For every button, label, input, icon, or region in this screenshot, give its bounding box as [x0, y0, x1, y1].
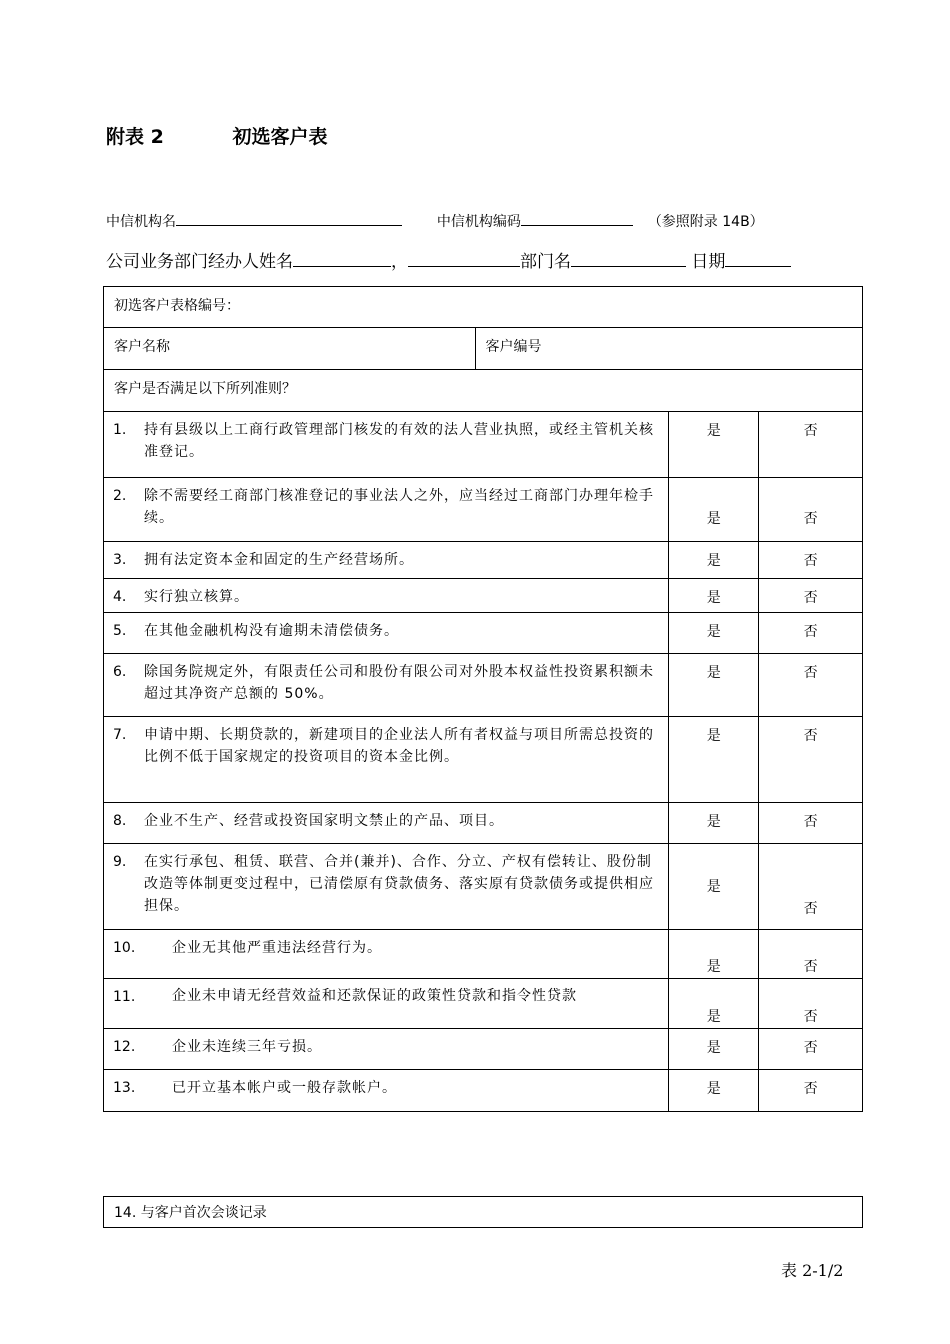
yes-option[interactable]: 是 [669, 478, 759, 542]
org-code-note: （参照附录 14B） [647, 214, 764, 230]
form-number-label: 初选客户表格编号： [114, 298, 240, 314]
org-name-label: 中信机构名 [106, 214, 176, 230]
org-code-label: 中信机构编码 [436, 214, 521, 230]
yes-option[interactable]: 是 [669, 1070, 759, 1112]
criterion-number: 4. [113, 589, 127, 605]
yes-option[interactable]: 是 [669, 412, 759, 478]
no-option[interactable]: 否 [759, 1070, 863, 1112]
yes-option[interactable]: 是 [669, 844, 759, 930]
criterion-text: 实行独立核算。 [144, 589, 249, 605]
no-option[interactable]: 否 [759, 803, 863, 844]
yes-option[interactable]: 是 [669, 717, 759, 803]
criteria-question-cell [104, 370, 863, 412]
yes-option[interactable]: 是 [669, 579, 759, 613]
table-row [104, 613, 863, 654]
criterion-number: 6. [113, 664, 127, 680]
org-info-line [106, 211, 764, 231]
criterion-text: 申请中期、长期贷款的，新建项目的企业法人所有者权益与项目所需总投资的比例不低于国家规定的投资项目的资本金比例。 [144, 727, 654, 765]
client-number-cell[interactable] [475, 328, 862, 370]
org-name-field[interactable] [176, 211, 402, 226]
yes-option[interactable]: 是 [669, 654, 759, 717]
criterion-text: 拥有法定资本金和固定的生产经营场所。 [144, 552, 414, 568]
criterion-text: 企业未申请无经营效益和还款保证的政策性贷款和指令性贷款 [172, 988, 577, 1004]
criterion-text: 除不需要经工商部门核准登记的事业法人之外，应当经过工商部门办理年检手续。 [144, 488, 654, 526]
handler-info-line [106, 247, 791, 272]
no-option[interactable]: 否 [759, 542, 863, 579]
page-number: 表 2-1/2 [781, 1261, 844, 1280]
yes-option[interactable]: 是 [669, 930, 759, 979]
yes-option[interactable]: 是 [669, 542, 759, 579]
criterion-text: 企业无其他严重违法经营行为。 [172, 940, 382, 956]
criterion-number: 8. [113, 813, 127, 829]
client-name-cell[interactable] [104, 328, 476, 370]
table-row [104, 412, 863, 478]
criterion-number: 13. [113, 1080, 136, 1096]
no-option[interactable]: 否 [759, 844, 863, 930]
meeting-record-cell[interactable] [104, 1197, 863, 1228]
yes-option[interactable]: 是 [669, 979, 759, 1029]
table-row [104, 654, 863, 717]
client-screening-table [103, 286, 863, 1112]
table-row [104, 979, 863, 1029]
criterion-number: 10. [113, 940, 136, 956]
criterion-text: 企业不生产、经营或投资国家明文禁止的产品、项目。 [144, 813, 504, 829]
criterion-text: 持有县级以上工商行政管理部门核发的有效的法人营业执照，或经主管机关核准登记。 [144, 422, 654, 460]
comma-separator: ， [391, 252, 408, 272]
table-row [104, 844, 863, 930]
title-text: 初选客户表 [232, 126, 328, 148]
criterion-text: 在实行承包、租赁、联营、合并(兼并)、合作、分立、产权有偿转让、股份制改造等体制更变过程中，已清偿原有贷款债务、落实原有贷款债务或提供相应担保。 [144, 854, 654, 914]
criteria-question: 客户是否满足以下所列准则？ [114, 381, 296, 397]
handler-name-field[interactable] [293, 252, 391, 267]
criterion-text: 除国务院规定外，有限责任公司和股份有限公司对外股本权益性投资累积额未超过其净资产总额的 50%。 [144, 664, 654, 702]
no-option[interactable]: 否 [759, 613, 863, 654]
dept-name-field[interactable] [571, 252, 686, 267]
table-row [104, 803, 863, 844]
table-row [104, 579, 863, 613]
table-row [104, 1070, 863, 1112]
no-option[interactable]: 否 [759, 979, 863, 1029]
table-row [104, 717, 863, 803]
criterion-number: 12. [113, 1039, 136, 1055]
date-label: 日期 [691, 252, 726, 272]
criterion-number: 1. [113, 422, 127, 438]
meeting-record-table [103, 1196, 863, 1228]
table-row [104, 542, 863, 579]
handler-name-field-2[interactable] [408, 252, 520, 267]
criterion-text: 在其他金融机构没有逾期未清偿债务。 [144, 623, 399, 639]
yes-option[interactable]: 是 [669, 613, 759, 654]
no-option[interactable]: 否 [759, 654, 863, 717]
yes-option[interactable]: 是 [669, 1029, 759, 1070]
criterion-number: 3. [113, 552, 127, 568]
criterion-number: 2. [113, 488, 127, 504]
title-label: 附表 2 [106, 126, 164, 148]
no-option[interactable]: 否 [759, 717, 863, 803]
criterion-number: 11. [113, 989, 136, 1005]
no-option[interactable]: 否 [759, 412, 863, 478]
no-option[interactable]: 否 [759, 478, 863, 542]
date-field[interactable] [725, 252, 791, 267]
criterion-text: 企业未连续三年亏损。 [172, 1039, 322, 1055]
no-option[interactable]: 否 [759, 1029, 863, 1070]
table-row [104, 1029, 863, 1070]
yes-option[interactable]: 是 [669, 803, 759, 844]
criterion-text: 已开立基本帐户或一般存款帐户。 [172, 1080, 397, 1096]
org-code-field[interactable] [521, 211, 633, 226]
meeting-record-label: 14. 与客户首次会谈记录 [114, 1205, 267, 1221]
page-title [106, 122, 327, 149]
table-row [104, 478, 863, 542]
dept-label: 部门名 [520, 252, 571, 272]
criterion-number: 5. [113, 623, 127, 639]
client-number-label: 客户编号 [485, 339, 542, 355]
criterion-number: 7. [113, 727, 127, 743]
handler-label: 公司业务部门经办人姓名 [106, 252, 293, 272]
form-number-cell[interactable] [104, 287, 863, 328]
client-name-label: 客户名称 [114, 339, 170, 355]
no-option[interactable]: 否 [759, 579, 863, 613]
no-option[interactable]: 否 [759, 930, 863, 979]
criterion-number: 9. [113, 854, 127, 870]
table-row [104, 930, 863, 979]
